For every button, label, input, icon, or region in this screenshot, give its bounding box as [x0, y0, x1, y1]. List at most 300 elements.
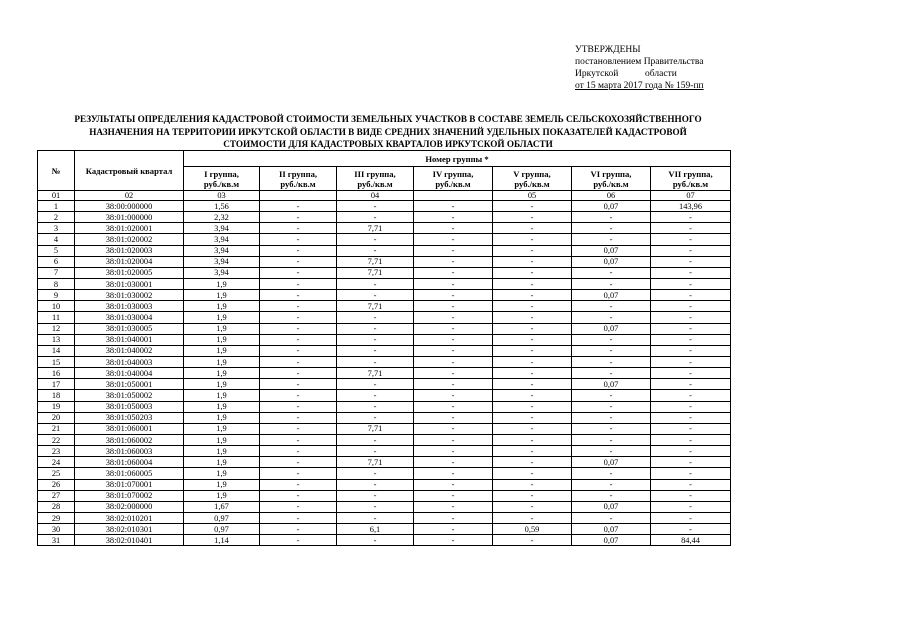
value-cell: -	[651, 501, 731, 512]
value-cell: -	[651, 223, 731, 234]
value-cell: -	[572, 479, 651, 490]
value-cell: -	[651, 490, 731, 501]
value-cell: -	[337, 490, 414, 501]
approval-block	[575, 44, 704, 92]
value-cell: -	[260, 390, 337, 401]
value-cell: -	[260, 201, 337, 212]
table-row	[38, 234, 731, 245]
quarter-cell: 38:01:050001	[75, 379, 184, 390]
value-cell: 1,9	[184, 345, 260, 356]
column-number-cell: 05	[493, 191, 572, 201]
value-cell: -	[337, 501, 414, 512]
value-cell: -	[260, 345, 337, 356]
value-cell: 1,9	[184, 479, 260, 490]
quarter-cell: 38:01:060003	[75, 446, 184, 457]
value-cell: -	[260, 212, 337, 223]
header-number: №	[38, 151, 75, 191]
row-number-cell: 13	[38, 334, 75, 345]
value-cell: -	[337, 401, 414, 412]
value-cell: -	[493, 312, 572, 323]
value-cell: -	[572, 312, 651, 323]
header-group-2	[260, 167, 337, 191]
quarter-cell: 38:01:060002	[75, 434, 184, 445]
quarter-cell: 38:01:060004	[75, 457, 184, 468]
value-cell: -	[572, 223, 651, 234]
value-cell: 0,59	[493, 524, 572, 535]
group-label: IV группа,	[432, 168, 474, 179]
value-cell: 1,9	[184, 468, 260, 479]
header-group-5	[493, 167, 572, 191]
value-cell: -	[260, 234, 337, 245]
value-cell: -	[414, 490, 493, 501]
row-number-cell: 24	[38, 457, 75, 468]
value-cell: -	[260, 256, 337, 267]
value-cell: -	[260, 245, 337, 256]
value-cell: 1,9	[184, 379, 260, 390]
value-cell: 0,07	[572, 245, 651, 256]
cadastral-value-table	[37, 150, 731, 546]
value-cell: -	[572, 334, 651, 345]
row-number-cell: 28	[38, 501, 75, 512]
value-cell: 1,9	[184, 312, 260, 323]
value-cell: -	[572, 356, 651, 367]
quarter-cell: 38:01:020001	[75, 223, 184, 234]
value-cell: -	[493, 479, 572, 490]
value-cell: -	[493, 234, 572, 245]
value-cell: 0,97	[184, 524, 260, 535]
row-number-cell: 7	[38, 267, 75, 278]
column-number-cell	[260, 191, 337, 201]
row-number-cell: 19	[38, 401, 75, 412]
value-cell: -	[260, 356, 337, 367]
value-cell: -	[651, 423, 731, 434]
value-cell: -	[651, 379, 731, 390]
value-cell: -	[337, 535, 414, 546]
column-number-cell: 07	[651, 191, 731, 201]
table-row	[38, 468, 731, 479]
value-cell: -	[493, 390, 572, 401]
table-row	[38, 434, 731, 445]
value-cell: -	[651, 234, 731, 245]
value-cell: -	[572, 401, 651, 412]
value-cell: -	[260, 423, 337, 434]
value-cell: -	[414, 468, 493, 479]
value-cell: 0,07	[572, 524, 651, 535]
value-cell: -	[651, 524, 731, 535]
value-cell: -	[337, 290, 414, 301]
row-number-cell: 2	[38, 212, 75, 223]
table-row	[38, 412, 731, 423]
table-row	[38, 512, 731, 523]
quarter-cell: 38:02:000000	[75, 501, 184, 512]
value-cell: -	[260, 512, 337, 523]
table-row	[38, 390, 731, 401]
quarter-cell: 38:01:040001	[75, 334, 184, 345]
value-cell: -	[414, 312, 493, 323]
group-unit: руб./кв.м	[593, 178, 629, 189]
value-cell: -	[337, 212, 414, 223]
title-line-2: НАЗНАЧЕНИЯ НА ТЕРРИТОРИИ ИРКУТСКОЙ ОБЛАСТИ В ВИДЕ СРЕДНИХ ЗНАЧЕНИЙ УДЕЛЬНЫХ ПОКАЗАТЕЛЕЙ КАДАСТРОВОЙ	[89, 126, 687, 137]
table-row	[38, 290, 731, 301]
value-cell: -	[572, 267, 651, 278]
approval-heading: УТВЕРЖДЕНЫ	[575, 45, 641, 55]
value-cell: 0,07	[572, 457, 651, 468]
row-number-cell: 5	[38, 245, 75, 256]
value-cell: 1,9	[184, 423, 260, 434]
value-cell: 7,71	[337, 368, 414, 379]
value-cell: -	[260, 278, 337, 289]
value-cell: 7,71	[337, 256, 414, 267]
value-cell: -	[493, 278, 572, 289]
value-cell: -	[414, 401, 493, 412]
table-row	[38, 301, 731, 312]
quarter-cell: 38:01:030004	[75, 312, 184, 323]
value-cell: -	[493, 245, 572, 256]
value-cell: -	[260, 312, 337, 323]
row-number-cell: 27	[38, 490, 75, 501]
value-cell: -	[651, 390, 731, 401]
table-row	[38, 312, 731, 323]
table-row	[38, 457, 731, 468]
value-cell: 1,9	[184, 390, 260, 401]
table-row	[38, 446, 731, 457]
value-cell: -	[572, 301, 651, 312]
quarter-cell: 38:01:040003	[75, 356, 184, 367]
table-row	[38, 212, 731, 223]
group-label: I группа,	[204, 168, 239, 179]
table-row	[38, 267, 731, 278]
table-row	[38, 490, 731, 501]
value-cell: -	[414, 278, 493, 289]
header-group-3	[337, 167, 414, 191]
value-cell: -	[493, 290, 572, 301]
value-cell: -	[414, 512, 493, 523]
value-cell: 1,14	[184, 535, 260, 546]
row-number-cell: 14	[38, 345, 75, 356]
column-number-cell: 04	[337, 191, 414, 201]
table-row	[38, 479, 731, 490]
quarter-cell: 38:01:060005	[75, 468, 184, 479]
value-cell: -	[493, 301, 572, 312]
value-cell: 3,94	[184, 234, 260, 245]
quarter-cell: 38:01:070001	[75, 479, 184, 490]
value-cell: -	[651, 256, 731, 267]
value-cell: 0,07	[572, 379, 651, 390]
value-cell: -	[414, 446, 493, 457]
value-cell: 1,9	[184, 412, 260, 423]
group-unit: руб./кв.м	[357, 178, 393, 189]
value-cell: 0,07	[572, 201, 651, 212]
value-cell: -	[337, 323, 414, 334]
value-cell: -	[572, 412, 651, 423]
value-cell: 1,9	[184, 446, 260, 457]
value-cell: -	[493, 446, 572, 457]
value-cell: -	[493, 212, 572, 223]
row-number-cell: 17	[38, 379, 75, 390]
group-label: VI группа,	[590, 168, 632, 179]
row-number-cell: 11	[38, 312, 75, 323]
value-cell: 1,9	[184, 323, 260, 334]
row-number-cell: 22	[38, 434, 75, 445]
group-label: II группа,	[278, 168, 318, 179]
row-number-cell: 26	[38, 479, 75, 490]
value-cell: -	[414, 345, 493, 356]
quarter-cell: 38:02:010201	[75, 512, 184, 523]
value-cell: -	[414, 390, 493, 401]
value-cell: -	[493, 334, 572, 345]
table-body	[38, 191, 731, 546]
value-cell: 7,71	[337, 457, 414, 468]
row-number-cell: 31	[38, 535, 75, 546]
value-cell: -	[572, 278, 651, 289]
value-cell: -	[493, 356, 572, 367]
value-cell: -	[337, 446, 414, 457]
column-number-cell: 01	[38, 191, 75, 201]
value-cell: -	[337, 356, 414, 367]
table-row	[38, 245, 731, 256]
value-cell: 0,97	[184, 512, 260, 523]
quarter-cell: 38:02:010401	[75, 535, 184, 546]
table-row	[38, 501, 731, 512]
value-cell: -	[493, 490, 572, 501]
value-cell: 7,71	[337, 223, 414, 234]
quarter-cell: 38:01:030002	[75, 290, 184, 301]
group-label: III группа,	[354, 168, 396, 179]
approval-region-name: Иркутской	[575, 69, 619, 79]
quarter-cell: 38:02:010301	[75, 524, 184, 535]
value-cell: -	[493, 423, 572, 434]
header-group-number: Номер группы *	[184, 151, 731, 167]
value-cell: 1,9	[184, 301, 260, 312]
value-cell: -	[260, 434, 337, 445]
quarter-cell: 38:01:050003	[75, 401, 184, 412]
value-cell: -	[260, 334, 337, 345]
value-cell: -	[414, 290, 493, 301]
value-cell: 3,94	[184, 223, 260, 234]
value-cell: -	[260, 457, 337, 468]
value-cell: -	[651, 468, 731, 479]
table-row	[38, 368, 731, 379]
value-cell: 7,71	[337, 423, 414, 434]
value-cell: -	[651, 334, 731, 345]
value-cell: 7,71	[337, 267, 414, 278]
value-cell: 1,67	[184, 501, 260, 512]
row-number-cell: 15	[38, 356, 75, 367]
value-cell: -	[651, 212, 731, 223]
value-cell: -	[651, 323, 731, 334]
table-row	[38, 256, 731, 267]
value-cell: -	[651, 301, 731, 312]
value-cell: -	[493, 401, 572, 412]
value-cell: -	[493, 345, 572, 356]
column-number-cell: 02	[75, 191, 184, 201]
table-row	[38, 323, 731, 334]
value-cell: -	[414, 457, 493, 468]
group-label: V группа,	[513, 168, 551, 179]
value-cell: -	[337, 412, 414, 423]
row-number-cell: 29	[38, 512, 75, 523]
value-cell: -	[493, 412, 572, 423]
row-number-cell: 12	[38, 323, 75, 334]
header-group-1	[184, 167, 260, 191]
value-cell: -	[337, 390, 414, 401]
title-line-3: СТОИМОСТИ ДЛЯ КАДАСТРОВЫХ КВАРТАЛОВ ИРКУТСКОЙ ОБЛАСТИ	[223, 139, 553, 149]
value-cell: 1,9	[184, 278, 260, 289]
value-cell: -	[260, 446, 337, 457]
value-cell: -	[493, 368, 572, 379]
row-number-cell: 9	[38, 290, 75, 301]
value-cell: -	[651, 479, 731, 490]
value-cell: -	[337, 245, 414, 256]
value-cell: -	[414, 223, 493, 234]
value-cell: 1,9	[184, 434, 260, 445]
table-row	[38, 278, 731, 289]
row-number-cell: 21	[38, 423, 75, 434]
table-row	[38, 401, 731, 412]
value-cell: -	[414, 501, 493, 512]
quarter-cell: 38:01:020005	[75, 267, 184, 278]
row-number-cell: 16	[38, 368, 75, 379]
table-row	[38, 379, 731, 390]
group-unit: руб./кв.м	[203, 178, 240, 189]
value-cell: -	[337, 479, 414, 490]
value-cell: -	[651, 368, 731, 379]
value-cell: 0,07	[572, 323, 651, 334]
value-cell: -	[572, 512, 651, 523]
value-cell: 143,96	[651, 201, 731, 212]
value-cell: -	[493, 434, 572, 445]
header-group-4	[414, 167, 493, 191]
value-cell: -	[260, 290, 337, 301]
value-cell: -	[260, 401, 337, 412]
column-number-cell: 03	[184, 191, 260, 201]
value-cell: 1,9	[184, 290, 260, 301]
header-group-6	[572, 167, 651, 191]
table-row	[38, 334, 731, 345]
column-number-row	[38, 191, 731, 201]
row-number-cell: 8	[38, 278, 75, 289]
table-row	[38, 201, 731, 212]
value-cell: -	[260, 535, 337, 546]
group-unit: руб./кв.м	[514, 178, 550, 189]
value-cell: 1,9	[184, 368, 260, 379]
quarter-cell: 38:01:030003	[75, 301, 184, 312]
value-cell: -	[260, 368, 337, 379]
value-cell: -	[414, 368, 493, 379]
value-cell: -	[260, 323, 337, 334]
value-cell: -	[414, 379, 493, 390]
value-cell: -	[572, 490, 651, 501]
value-cell: 0,07	[572, 256, 651, 267]
value-cell: -	[651, 401, 731, 412]
value-cell: -	[651, 278, 731, 289]
value-cell: -	[572, 434, 651, 445]
row-number-cell: 23	[38, 446, 75, 457]
value-cell: 0,07	[572, 535, 651, 546]
value-cell: -	[572, 390, 651, 401]
quarter-cell: 38:01:040004	[75, 368, 184, 379]
value-cell: -	[493, 457, 572, 468]
value-cell: -	[260, 267, 337, 278]
value-cell: -	[572, 446, 651, 457]
value-cell: -	[414, 412, 493, 423]
document-title	[28, 113, 748, 151]
quarter-cell: 38:01:050203	[75, 412, 184, 423]
value-cell: -	[493, 501, 572, 512]
group-unit: руб./кв.м	[672, 178, 709, 189]
value-cell: -	[414, 479, 493, 490]
table-row	[38, 423, 731, 434]
value-cell: -	[572, 345, 651, 356]
value-cell: -	[414, 356, 493, 367]
value-cell: -	[414, 535, 493, 546]
value-cell: -	[572, 234, 651, 245]
row-number-cell: 18	[38, 390, 75, 401]
column-number-cell: 06	[572, 191, 651, 201]
quarter-cell: 38:01:020002	[75, 234, 184, 245]
value-cell: -	[337, 379, 414, 390]
value-cell: -	[337, 201, 414, 212]
value-cell: -	[651, 412, 731, 423]
header-group-7	[651, 167, 731, 191]
value-cell: -	[414, 267, 493, 278]
value-cell: -	[337, 345, 414, 356]
value-cell: -	[493, 201, 572, 212]
row-number-cell: 20	[38, 412, 75, 423]
value-cell: -	[414, 423, 493, 434]
value-cell: -	[260, 468, 337, 479]
value-cell: -	[260, 223, 337, 234]
value-cell: -	[260, 479, 337, 490]
value-cell: -	[651, 446, 731, 457]
value-cell: -	[337, 468, 414, 479]
header-quarter: Кадастровый квартал	[75, 151, 184, 191]
value-cell: -	[337, 234, 414, 245]
table-row	[38, 535, 731, 546]
value-cell: -	[572, 368, 651, 379]
value-cell: -	[337, 512, 414, 523]
quarter-cell: 38:01:060001	[75, 423, 184, 434]
value-cell: 1,9	[184, 490, 260, 501]
approval-region-word: области	[645, 69, 677, 79]
quarter-cell: 38:01:000000	[75, 212, 184, 223]
row-number-cell: 10	[38, 301, 75, 312]
value-cell: 7,71	[337, 301, 414, 312]
value-cell: -	[260, 301, 337, 312]
quarter-cell: 38:00:000000	[75, 201, 184, 212]
quarter-cell: 38:01:070002	[75, 490, 184, 501]
row-number-cell: 6	[38, 256, 75, 267]
value-cell: 0,07	[572, 290, 651, 301]
group-label: VII группа,	[668, 168, 713, 179]
value-cell: 1,9	[184, 457, 260, 468]
value-cell: -	[337, 434, 414, 445]
row-number-cell: 30	[38, 524, 75, 535]
quarter-cell: 38:01:020004	[75, 256, 184, 267]
value-cell: -	[337, 334, 414, 345]
value-cell: 6,1	[337, 524, 414, 535]
value-cell: -	[651, 434, 731, 445]
value-cell: -	[651, 356, 731, 367]
value-cell: -	[414, 201, 493, 212]
table-row	[38, 356, 731, 367]
value-cell: -	[493, 379, 572, 390]
value-cell: -	[414, 434, 493, 445]
value-cell: -	[260, 524, 337, 535]
value-cell: 1,9	[184, 356, 260, 367]
row-number-cell: 25	[38, 468, 75, 479]
quarter-cell: 38:01:020003	[75, 245, 184, 256]
